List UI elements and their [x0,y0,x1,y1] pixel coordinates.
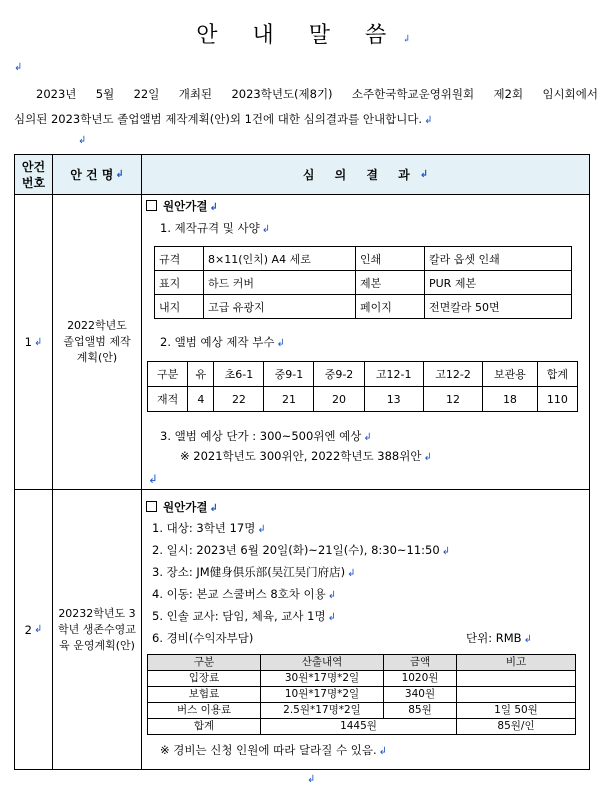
count-header: 보관용 [483,362,537,387]
spec-cell: 페이지 [356,295,425,319]
plan-item: 6. 경비(수익자부담) [152,631,254,645]
spec-cell: 표지 [155,271,204,295]
count-value: 13 [364,387,423,412]
spec-cell: 인쇄 [356,247,425,271]
count-header: 중9-1 [264,362,314,387]
spec-cell: 제본 [356,271,425,295]
header-result: 심 의 결 과 ↲ [302,168,429,182]
count-table [147,361,578,412]
plan-item: 1. 대상: 3학년 17명 ↲ [152,521,266,535]
cost-cell: 340원 [384,687,457,703]
count-value: 21 [264,387,314,412]
table-row [148,655,576,671]
count-header: 고12-1 [364,362,423,387]
cost-table [147,654,576,735]
paragraph-mark: ↲ [148,472,158,486]
count-value: 4 [188,387,214,412]
cost-cell: 1일 50원 [457,703,576,719]
plan-item: 2. 일시: 2023년 6월 20일(화)~21일(수), 8:30~11:50 ↲ [152,543,451,557]
table-row [155,247,572,271]
cost-header: 산출내역 [261,655,384,671]
plan-item: 5. 인솔 교사: 담임, 체육, 교사 1명 ↲ [152,609,336,623]
price-note: ※ 2021학년도 300위안, 2022학년도 388위안 ↲ [180,449,432,463]
table-row [148,703,576,719]
table-row [155,295,572,319]
spec-table [154,246,572,319]
cost-cell: 보험료 [148,687,261,703]
table-row [148,362,578,387]
spec-heading: 1. 제작규격 및 사양 ↲ [160,221,271,235]
cost-cell: 2.5원*17명*2일 [261,703,384,719]
header-agenda-name: 안 건 명 ↲ [70,168,124,182]
count-header: 고12-2 [423,362,482,387]
cost-total-label: 합계 [148,719,261,735]
cost-cell: 1020원 [384,671,457,687]
spec-cell: PUR 제본 [425,271,572,295]
spec-cell: 고급 유광지 [204,295,356,319]
count-header: 구분 [148,362,188,387]
plan-item: 4. 이동: 본교 스쿨버스 8호차 이용 ↲ [152,587,337,601]
price-line: 3. 앨범 예상 단가 : 300~500위엔 예상 ↲ [160,429,372,443]
count-value: 18 [483,387,537,412]
cost-header: 금액 [384,655,457,671]
plan-item: 3. 장소: JM健身俱乐部(吴江吴门府店) ↲ [152,565,356,579]
cost-cell: 입장료 [148,671,261,687]
unit-label: 단위: RMB ↲ [466,631,532,645]
row-2-decision: 원안가결 ↲ [146,499,218,515]
cost-header: 비고 [457,655,576,671]
spec-cell: 칼라 옵셋 인쇄 [425,247,572,271]
count-value: 110 [537,387,577,412]
review-result-table [14,154,590,770]
count-value: 재적 [148,387,188,412]
spec-cell: 전면칼라 50면 [425,295,572,319]
paragraph-mark: ↲ [307,774,316,785]
count-header: 유 [188,362,214,387]
cost-cell: 10원*17명*2일 [261,687,384,703]
count-header: 합계 [537,362,577,387]
page-title: 안 내 말 씀 ↲ [196,23,411,48]
spec-cell: 하드 커버 [204,271,356,295]
spec-cell: 규격 [155,247,204,271]
cost-total-note: 85원/인 [457,719,576,735]
spec-cell: 내지 [155,295,204,319]
table-row [148,671,576,687]
count-value: 12 [423,387,482,412]
table-row [148,719,576,735]
intro-line-1: 2023년 5월 22일 개최된 2023학년도(제8기) 소주한국학교운영위원회 제2회 임시회에서 [36,87,598,101]
paragraph-mark: ↲ [78,135,87,146]
row-1-title: 2022학년도 졸업앨범 제작계획(안) [63,319,131,364]
table-row [155,271,572,295]
cost-total-amount: 1445원 [261,719,457,735]
checkbox-icon [146,501,157,512]
cost-cell: 30원*17명*2일 [261,671,384,687]
count-value: 20 [314,387,364,412]
count-header: 초6-1 [214,362,264,387]
paragraph-mark: ↲ [14,62,23,73]
table-row [148,387,578,412]
cost-cell: 버스 이용료 [148,703,261,719]
row-1-decision: 원안가결 ↲ [146,198,218,214]
count-header: 중9-2 [314,362,364,387]
count-value: 22 [214,387,264,412]
row-1-number: 1 ↲ [24,335,43,349]
row-2-number: 2 ↲ [24,622,43,637]
cost-cell [457,671,576,687]
intro-paragraph [14,82,598,133]
cost-footnote: ※ 경비는 신청 인원에 따라 달라질 수 있음. ↲ [160,743,388,757]
intro-line-2: 심의된 2023학년도 졸업앨범 제작계획(안)외 1건에 대한 심의결과를 안내합니다. ↲ [14,112,433,126]
cost-cell: 85원 [384,703,457,719]
table-row [148,687,576,703]
row-2-title: 20232학년도 3학년 생존수영교육 운영계획(안) [58,606,136,652]
count-heading: 2. 앨범 예상 제작 부수 ↲ [160,335,285,349]
cost-header: 구분 [148,655,261,671]
cost-cell [457,687,576,703]
spec-cell: 8×11(인치) A4 세로 [204,247,356,271]
checkbox-icon [146,200,157,211]
header-agenda-no: 안건번호 [21,159,46,190]
